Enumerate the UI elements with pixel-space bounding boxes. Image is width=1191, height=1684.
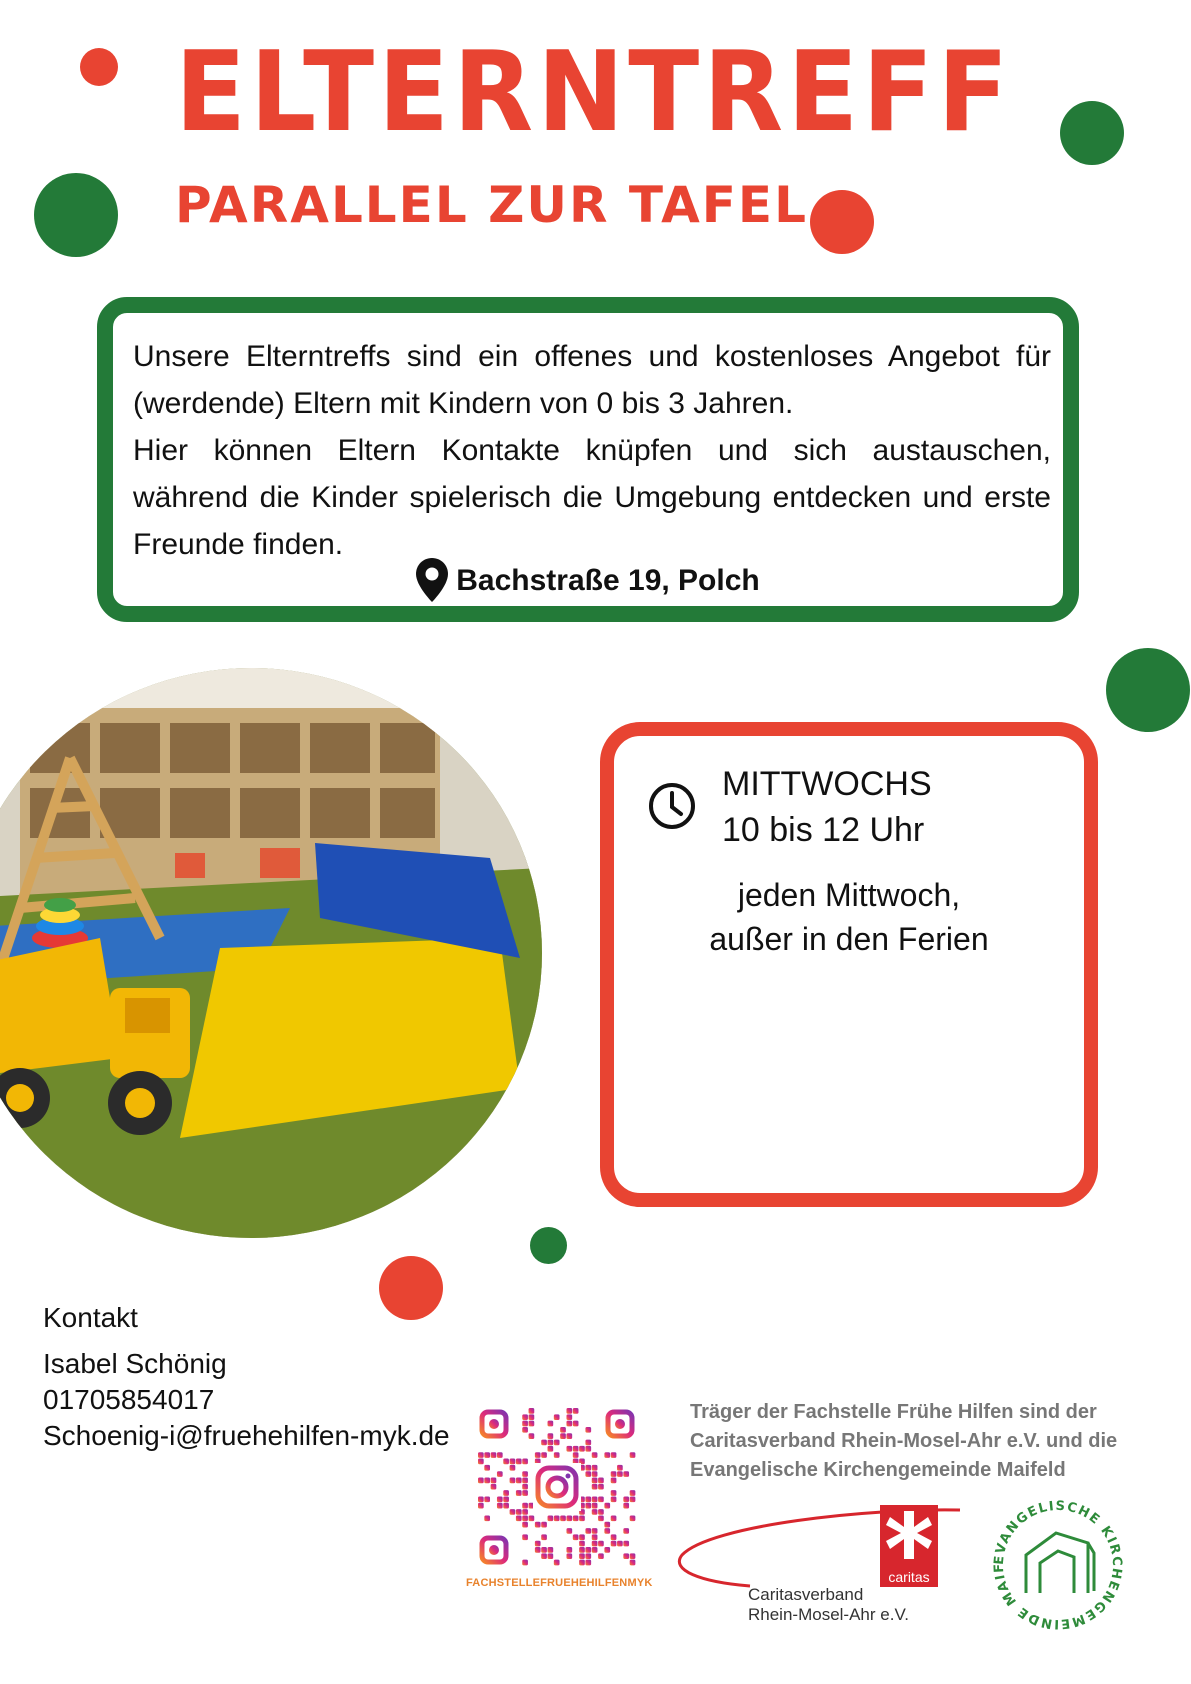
clock-icon (647, 781, 697, 831)
contact-heading: Kontakt (43, 1302, 138, 1333)
church-logo-text: EVANGELISCHE KIRCHENGEMEINDE MAIF (991, 1498, 1125, 1632)
info-paragraph: Hier können Eltern Kontakte knüpfen und sich austauschen, während die Kinder spielerisch die Umgebung entdecken und erste Freunde finden. (133, 434, 1051, 561)
playroom-photo (0, 668, 542, 1238)
caritas-logo (880, 1505, 938, 1587)
caritas-name-line: Rhein-Mosel-Ahr e.V. (748, 1605, 909, 1624)
caritas-name-line: Caritasverband (748, 1585, 864, 1604)
decorative-dot (34, 173, 118, 257)
schedule-hours: 10 bis 12 Uhr (722, 811, 925, 849)
info-paragraph: Unsere Elterntreffs sind ein offenes und kostenloses Angebot für (werdende) Eltern mit Kindern von 0 bis 3 Jahren. (133, 340, 1051, 420)
carrier-text: Träger der Fachstelle Frühe Hilfen sind der Caritasverband Rhein-Mosel-Ahr e.V. und die Evangelische Kirchengemeinde Maifeld (690, 1401, 1118, 1481)
contact-name: Isabel Schönig (43, 1348, 227, 1379)
caritas-logo-text: caritas (888, 1569, 930, 1585)
address (113, 558, 1063, 602)
info-box (97, 297, 1079, 622)
instagram-qr-code[interactable] (478, 1408, 636, 1566)
schedule-box (600, 722, 1098, 1207)
decorative-dot (810, 190, 874, 254)
decorative-dot (1106, 648, 1190, 732)
location-pin-icon (416, 558, 448, 602)
schedule-note-line: jeden Mittwoch, (737, 877, 961, 913)
schedule-note-line: außer in den Ferien (709, 921, 989, 957)
decorative-dot (1060, 101, 1124, 165)
contact-phone[interactable]: 01705854017 (43, 1384, 215, 1415)
address-text: Bachstraße 19, Polch (456, 564, 760, 597)
church-logo (988, 1495, 1128, 1635)
info-text (133, 333, 1051, 568)
svg-text:EVANGELISCHE KIRCHENGEMEINDE M (988, 1495, 1124, 1631)
schedule-time (722, 761, 932, 853)
decorative-dot (530, 1227, 567, 1264)
qr-caption: FACHSTELLEFRUEHEHILFENMYK (466, 1577, 653, 1589)
contact-block (43, 1300, 450, 1454)
caritas-name (748, 1585, 909, 1625)
contact-email[interactable]: Schoenig-i@fruehehilfen-myk.de (43, 1420, 450, 1451)
decorative-dot (80, 48, 118, 86)
page-subtitle: PARALLEL ZUR TAFEL (175, 176, 808, 234)
page-title: ELTERNTREFF (175, 27, 1013, 157)
schedule-note (614, 873, 1084, 961)
schedule-day: MITTWOCHS (722, 765, 932, 803)
